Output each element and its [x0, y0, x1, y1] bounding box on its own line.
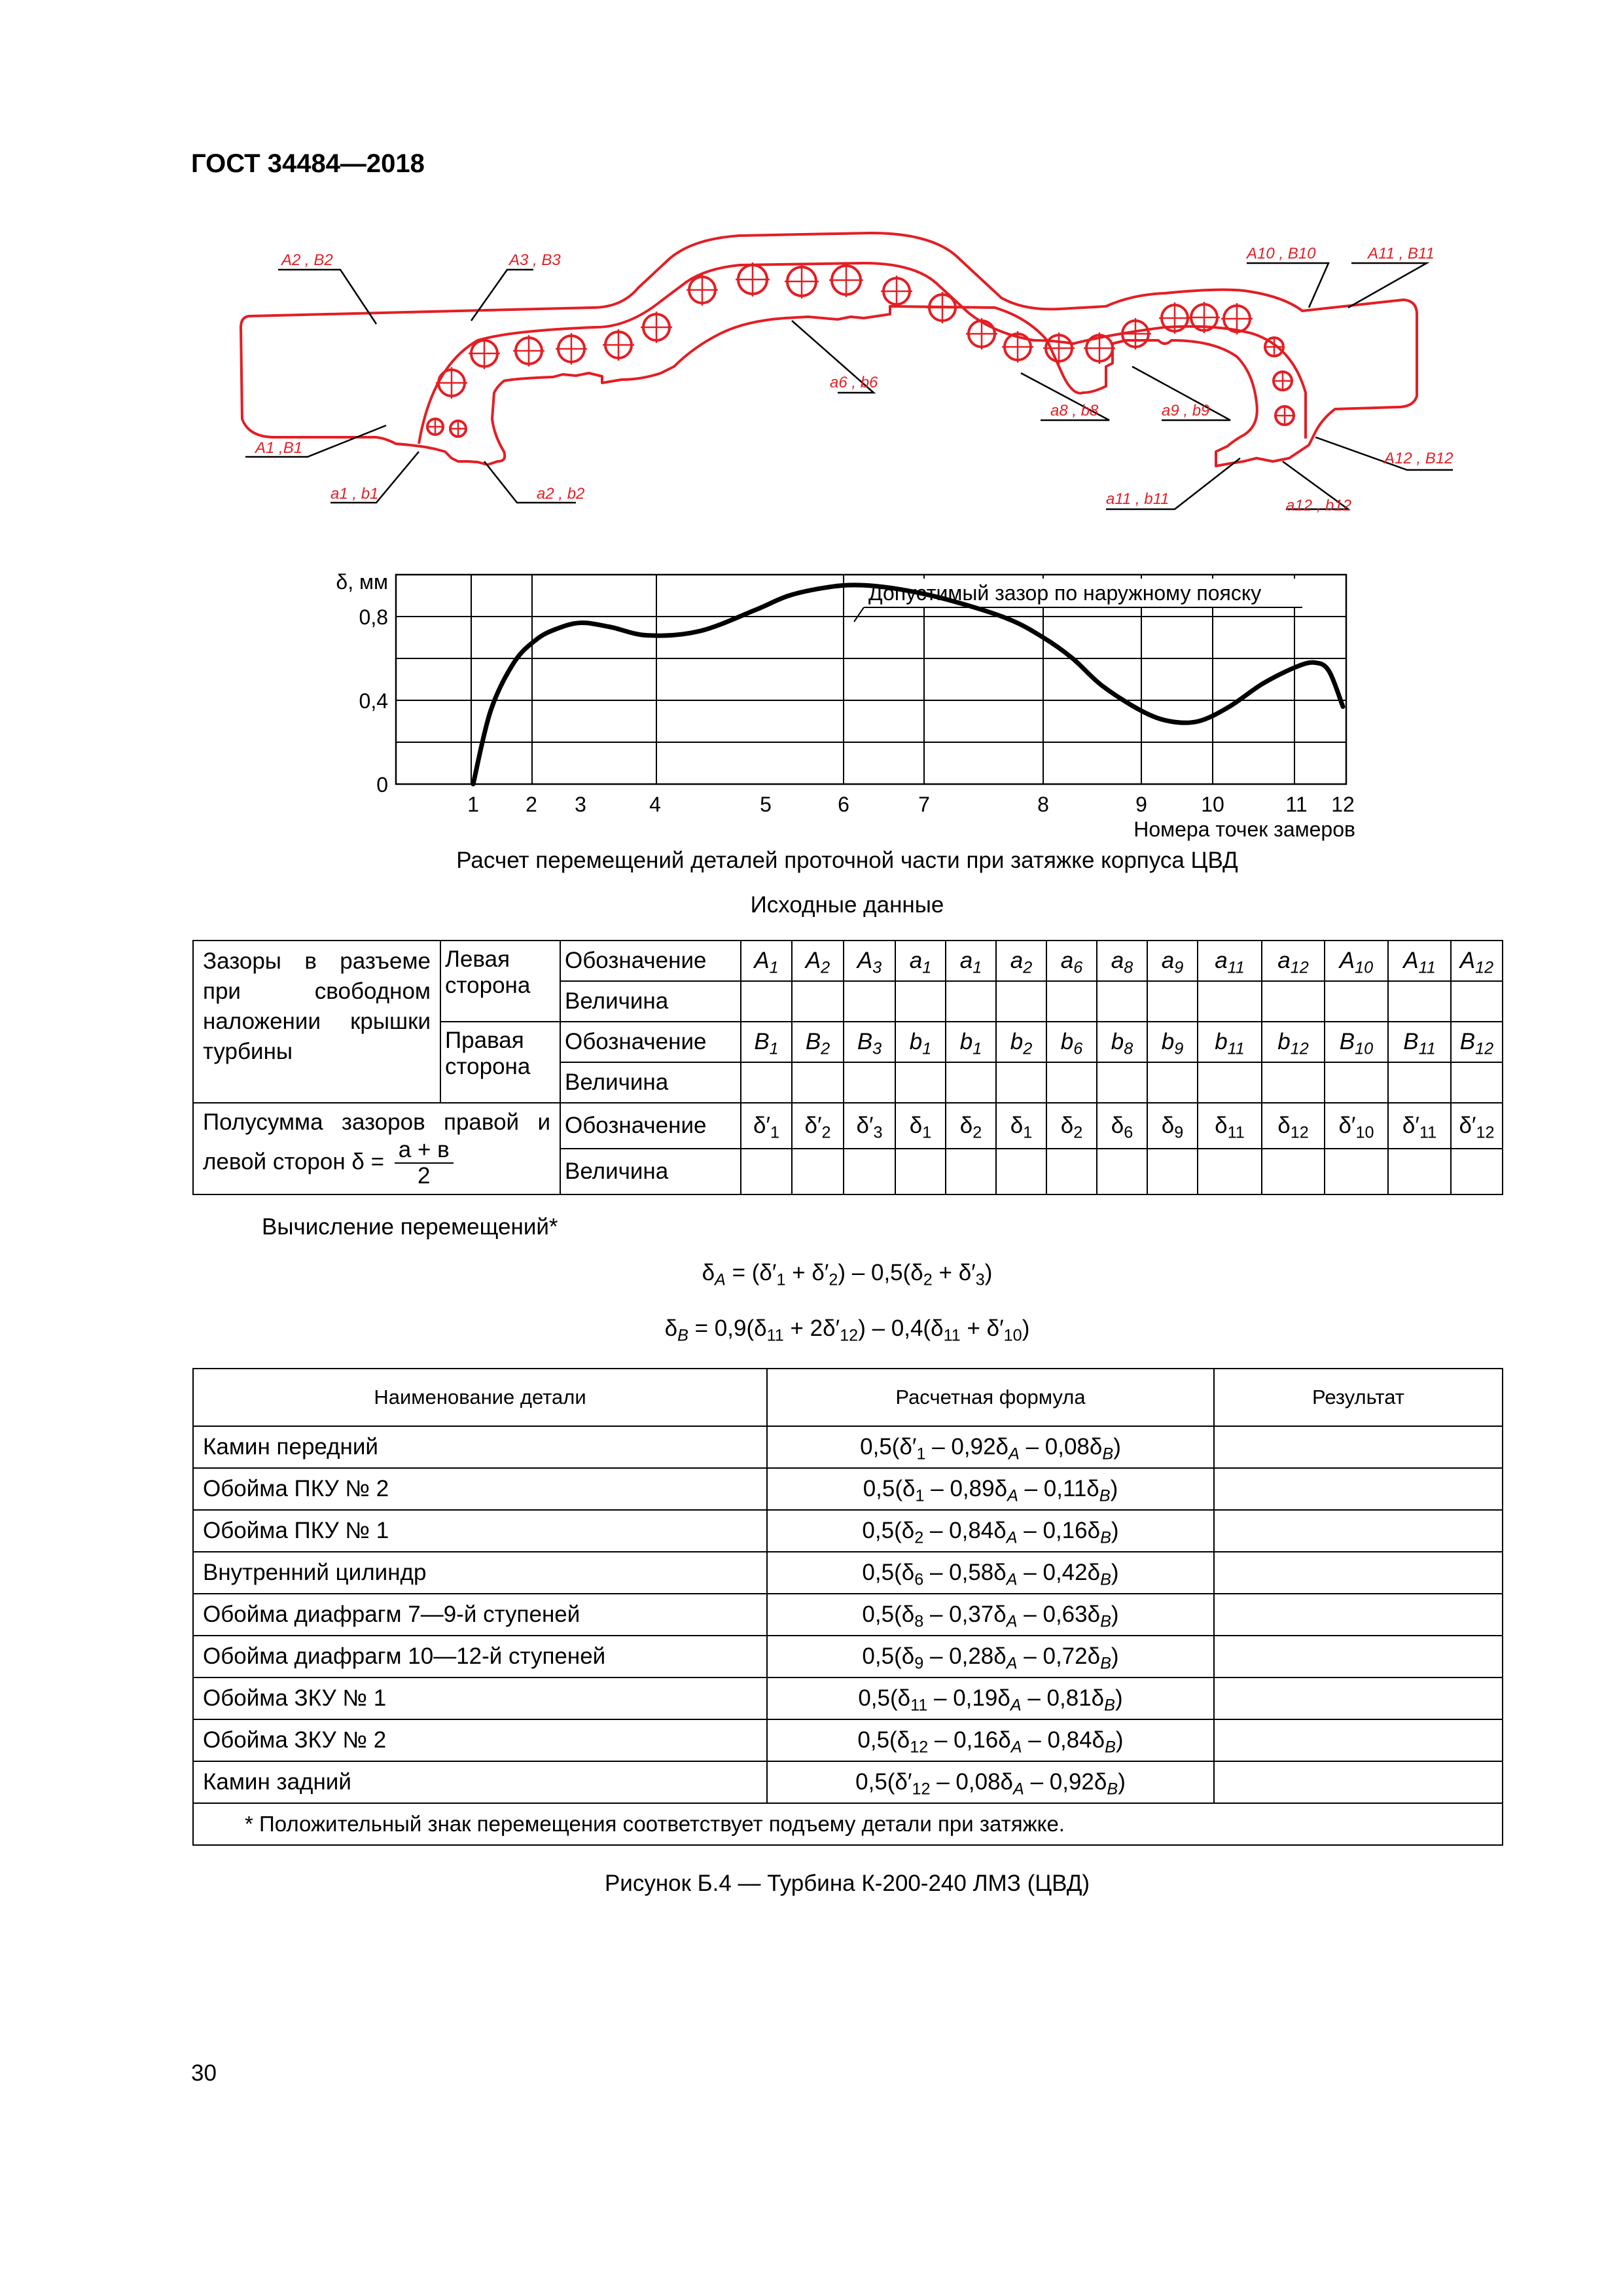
designation-label: Обозначение [560, 941, 741, 981]
right-sym: $B_{11}$ [1388, 1022, 1451, 1062]
table-row: Обойма диафрагм 7—9-й ступеней $0,5(\delta_8 - 0,37\delta_A - 0,63\delta_B)$ [193, 1594, 1503, 1636]
footnote-row [193, 1803, 1503, 1845]
formula-b: $\delta_B = 0,9(\delta_{11} + 2\delta'_{12}) - 0,4(\delta_{11} + \delta'_{10})$ [664, 1316, 1030, 1345]
formula-a: $\delta_A = (\delta'_1 + \delta'_2) - 0,5(\delta_2 + \delta'_3)$ [702, 1260, 993, 1289]
right-sym: $B_3$ [844, 1022, 895, 1062]
left-sym: $a_1$ [895, 941, 946, 981]
header-result: Результат [1214, 1369, 1503, 1426]
annotation-leader [854, 607, 864, 622]
right-sym: $b_{12}$ [1262, 1022, 1325, 1062]
table-row: Обойма ЗКУ № 1 $0,5(\delta_{11} - 0,19\delta_A - 0,81\delta_B)$ [193, 1677, 1503, 1719]
label-a2b2: A2 , B2 [281, 251, 333, 269]
label-a3b3: A3 , B3 [509, 251, 561, 269]
left-sym: $A_{10}$ [1325, 941, 1388, 981]
right-sym: $b_9$ [1147, 1022, 1198, 1062]
label-a6b6: a6 , b6 [830, 374, 878, 391]
x-axis-label: Номера точек замеров [1133, 817, 1355, 841]
halfsum-fraction [395, 1138, 454, 1189]
delta-sym: $\delta'_{12}$ [1451, 1103, 1503, 1149]
right-side-label: Правая сторона [440, 1022, 560, 1103]
right-sym: $B_2$ [792, 1022, 844, 1062]
header-formula: Расчетная формула [767, 1369, 1214, 1426]
table-row: Обойма ПКУ № 1 $0,5(\delta_2 - 0,84\delta_A - 0,16\delta_B)$ [193, 1510, 1503, 1552]
y-tick-label: 0,4 [359, 689, 388, 713]
delta-sym: $\delta_1$ [895, 1103, 946, 1149]
delta-sym: $\delta_6$ [1097, 1103, 1147, 1149]
delta-sym: $\delta_{12}$ [1262, 1103, 1325, 1149]
delta-sym: $\delta'_1$ [741, 1103, 792, 1149]
x-tick-label: 3 [575, 793, 586, 816]
right-sym: $b_1$ [895, 1022, 946, 1062]
y-tick-label: 0 [376, 773, 388, 797]
delta-sym: $\delta'_{10}$ [1325, 1103, 1388, 1149]
delta-sym: $\delta_9$ [1147, 1103, 1198, 1149]
left-sym: $A_{11}$ [1388, 941, 1451, 981]
table-row: Обойма ЗКУ № 2 $0,5(\delta_{12} - 0,16\delta_A - 0,84\delta_B)$ [193, 1719, 1503, 1761]
table-row: Камин передний $0,5(\delta'_1 - 0,92\delta_A - 0,08\delta_B)$ [193, 1426, 1503, 1468]
x-tick-label: 11 [1285, 793, 1308, 816]
x-tick-label: 9 [1135, 793, 1147, 816]
left-side-label: Левая сторона [440, 941, 560, 1022]
x-tick-label: 1 [467, 793, 479, 816]
left-sym: $a_1$ [946, 941, 996, 981]
left-sym: $a_{11}$ [1198, 941, 1262, 981]
x-tick-label: 10 [1201, 793, 1224, 816]
designation-label: Обозначение [560, 1022, 741, 1062]
delta-sym: $\delta_1$ [996, 1103, 1046, 1149]
x-tick-label: 6 [838, 793, 849, 816]
input-data-table [192, 940, 1503, 1195]
right-sym: $b_{11}$ [1198, 1022, 1262, 1062]
frac-denominator: 2 [418, 1163, 431, 1189]
page-number: 30 [191, 2060, 217, 2086]
x-tick-label: 12 [1331, 793, 1355, 816]
right-sym: $b_2$ [996, 1022, 1046, 1062]
delta-sym: $\delta_{11}$ [1198, 1103, 1262, 1149]
label-a12b12-lower: a12 , b12 [1286, 497, 1352, 514]
label-a9b9: a9 , b9 [1162, 402, 1210, 420]
value-label: Величина [560, 981, 741, 1022]
calc-title: Расчет перемещений деталей проточной части при затяжке корпуса ЦВД [456, 848, 1238, 873]
label-a12b12-upper: A12 , B12 [1384, 450, 1454, 467]
x-tick-label: 2 [526, 793, 537, 816]
left-sym: $a_2$ [996, 941, 1046, 981]
results-table [192, 1368, 1503, 1846]
table-row: Внутренний цилиндр $0,5(\delta_6 - 0,58\delta_A - 0,42\delta_B)$ [193, 1552, 1503, 1594]
delta-sym: $\delta'_3$ [844, 1103, 895, 1149]
x-tick-label: 8 [1037, 793, 1049, 816]
frac-numerator: а + в [395, 1138, 454, 1164]
value-label: Величина [560, 1149, 741, 1194]
label-a1b1-lower: a1 , b1 [330, 485, 379, 503]
left-sym: $a_{12}$ [1262, 941, 1325, 981]
label-a1b1-upper: A1 ,B1 [255, 439, 303, 457]
label-a11b11: A11 , B11 [1368, 245, 1435, 262]
left-sym: $a_9$ [1147, 941, 1198, 981]
table-row: Камин задний $0,5(\delta'_{12} - 0,08\delta_A - 0,92\delta_B)$ [193, 1761, 1503, 1803]
left-sym: $a_8$ [1097, 941, 1147, 981]
left-sym: $a_6$ [1046, 941, 1097, 981]
y-tick-label: 0,8 [359, 605, 388, 629]
x-tick-label: 5 [760, 793, 772, 816]
y-axis-label: δ, мм [336, 570, 388, 594]
label-a10b10: A10 , B10 [1247, 245, 1316, 262]
value-label: Величина [560, 1062, 741, 1103]
x-tick-label: 7 [918, 793, 930, 816]
gap-chart [0, 0, 1623, 851]
calc-label: Вычисление перемещений* [262, 1214, 558, 1240]
standard-header: ГОСТ 34484—2018 [191, 149, 425, 178]
halfsum-label: Полусумма зазоров правой и левой сторон δ = [203, 1109, 550, 1175]
x-tick-label: 4 [649, 793, 661, 816]
annotation-label: Допустимый зазор по наружному пояску [868, 581, 1262, 605]
right-sym: $B_{12}$ [1451, 1022, 1503, 1062]
delta-sym: $\delta'_{11}$ [1388, 1103, 1451, 1149]
label-a8b8: a8 , b8 [1050, 402, 1099, 420]
left-sym: $A_3$ [844, 941, 895, 981]
right-sym: $b_6$ [1046, 1022, 1097, 1062]
delta-sym: $\delta_2$ [946, 1103, 996, 1149]
gaps-label: Зазоры в разъеме при свободном наложении крышки турбины [193, 941, 440, 1103]
designation-label: Обозначение [560, 1103, 741, 1149]
label-a2b2-lower: a2 , b2 [537, 485, 585, 503]
header-part-name: Наименование детали [193, 1369, 767, 1426]
left-sym: $A_1$ [741, 941, 792, 981]
delta-sym: $\delta'_2$ [792, 1103, 844, 1149]
footnote: * Положительный знак перемещения соответствует подъему детали при затяжке. [193, 1803, 1503, 1845]
delta-sym: $\delta_2$ [1046, 1103, 1097, 1149]
left-sym: $A_2$ [792, 941, 844, 981]
right-sym: $B_{10}$ [1325, 1022, 1388, 1062]
right-sym: $b_1$ [946, 1022, 996, 1062]
table-row: Обойма ПКУ № 2 $0,5(\delta_1 - 0,89\delta_A - 0,11\delta_B)$ [193, 1468, 1503, 1510]
left-sym: $A_{12}$ [1451, 941, 1503, 981]
halfsum-cell [193, 1103, 560, 1194]
right-sym: $b_8$ [1097, 1022, 1147, 1062]
table-row: Обойма диафрагм 10—12-й ступеней $0,5(\delta_9 - 0,28\delta_A - 0,72\delta_B)$ [193, 1636, 1503, 1677]
label-a11b11-lower: a11 , b11 [1106, 490, 1169, 508]
input-title: Исходные данные [750, 892, 944, 918]
right-sym: $B_1$ [741, 1022, 792, 1062]
figure-caption: Рисунок Б.4 — Турбина К-200-240 ЛМЗ (ЦВД) [604, 1871, 1090, 1896]
